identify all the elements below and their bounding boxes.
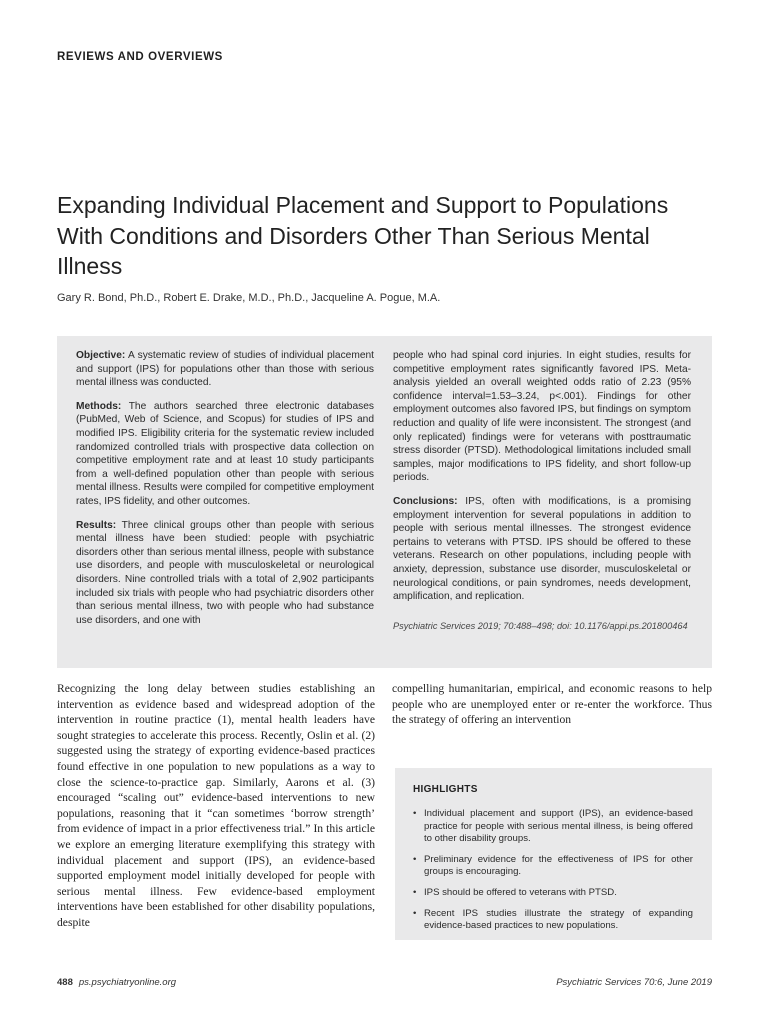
- conclusions-text: IPS, often with modifications, is a promising employment intervention for several populations in addition to people with serious mental illnesses. The strongest evidence pertains to veterans with PTSD. IPS should be offered to these veterans. Research on other populations, including people with anxiety, depression, substance use disorder, musculoskeletal or neurological conditions, or pain syndromes, needs development, amplification, and replication.: [393, 495, 691, 603]
- highlight-item: • Individual placement and support (IPS), an evidence-based practice for people with serious mental illness, is being offered to other disability groups.: [413, 808, 693, 845]
- article-title: Expanding Individual Placement and Support to Populations With Conditions and Disorders Other Than Serious Mental Illness: [57, 192, 669, 279]
- footer-left: [57, 977, 176, 988]
- abstract-left-column: [76, 349, 374, 637]
- results-label: Results:: [76, 519, 117, 531]
- abstract-results-continued: people who had spinal cord injuries. In eight studies, results for competitive employment rates significantly favored IPS. Meta-analysis yielded an overall weighted odds ratio of 2.23 (95% confidence interval=1.53–3.24, p<.001). Findings for other employment outcomes also favored IPS, but findings on symptom reduction and quality of life were inconsistent. The strongest (and only replicated) findings were for veterans with posttraumatic stress disorder (PTSD). Methodological limitations included small samples, major modifications to IPS fidelity, and short follow-up periods.: [393, 350, 691, 484]
- abstract-right-column: [393, 349, 691, 643]
- highlight-item: • Recent IPS studies illustrate the strategy of expanding evidence-based practices to new populations.: [413, 907, 693, 932]
- results-text: Three clinical groups other than people with serious mental illness have been studied: people with psychiatric disorders other than serious mental illness, people with substance use disorders, and people with musculoskeletal or neurological disorders. Nine controlled trials with a total of 2,902 participants included six trials with people who had psychiatric disorders other than serious mental illness, two with people who had substance use disorders, and one with: [76, 519, 374, 626]
- bullet-icon: •: [413, 808, 417, 819]
- highlights-title: HIGHLIGHTS: [413, 784, 478, 795]
- highlights-box: [395, 768, 712, 940]
- section-label: REVIEWS AND OVERVIEWS: [57, 51, 223, 63]
- journal-website-link[interactable]: ps.psychiatryonline.org: [78, 977, 177, 988]
- article-citation: Psychiatric Services 2019; 70:488–498; doi: 10.1176/appi.ps.201800464: [393, 620, 688, 631]
- footer-journal-info: Psychiatric Services 70:6, June 2019: [556, 977, 712, 988]
- abstract-methods: [76, 400, 374, 509]
- abstract-results: [76, 519, 374, 628]
- methods-label: Methods:: [76, 400, 122, 412]
- author-list: Gary R. Bond, Ph.D., Robert E. Drake, M.D., Ph.D., Jacqueline A. Pogue, M.A.: [57, 292, 441, 304]
- body-text-left: Recognizing the long delay between studies establishing an intervention as evidence based and widespread adoption of the intervention in routine practice (1), mental health leaders have sought strategies to accelerate this process. Recently, Oslin et al. (2) suggested using the strategy of exporting evidence-based practices found effective in one population to new populations as a way to close the science-to-practice gap. Similarly, Aarons et al. (3) encouraged “scaling out” evidence-based interventions to new populations, reasoning that it “can sometimes ‘borrow strength’ from evidence of impact in a prior effectiveness trial.” In this article we explore an emerging literature exemplifying this strategy with individual placement and support (IPS), an evidence-based supported employment model initially developed for people with serious mental illness. Few evidence-based employment interventions have been established for other disability populations, despite: [57, 682, 375, 929]
- highlights-list: [413, 808, 693, 933]
- objective-label: Objective:: [76, 350, 126, 361]
- methods-text: The authors searched three electronic databases (PubMed, Web of Science, and Scopus) for studies of IPS and modified IPS. Eligibility criteria for the systematic review included randomized controlled trials with prospective data collection on competitive employment rate and at least 10 study participants from a well-defined population other than people with serious mental illness. Results were compiled for competitive employment rates, IPS fidelity, and other outcomes.: [76, 400, 374, 507]
- conclusions-label: Conclusions:: [393, 495, 458, 507]
- highlight-item: • Preliminary evidence for the effectiveness of IPS for other groups is encouraging.: [413, 853, 693, 878]
- page-number: 488: [57, 977, 73, 988]
- abstract-objective: [76, 349, 374, 390]
- abstract-conclusions: [393, 495, 691, 604]
- bullet-icon: •: [413, 886, 417, 898]
- abstract-box: [57, 336, 712, 668]
- body-text-right: compelling humanitarian, empirical, and economic reasons to help people who are unemployed enter or re-enter the workforce. Thus the strategy of offering an intervention: [392, 682, 712, 727]
- highlight-item: • IPS should be offered to veterans with PTSD.: [413, 886, 617, 898]
- objective-text: A systematic review of studies of individual placement and support (IPS) for populations other than those with serious mental illness was conducted.: [76, 350, 374, 389]
- bullet-icon: •: [413, 907, 417, 919]
- bullet-icon: •: [413, 853, 417, 865]
